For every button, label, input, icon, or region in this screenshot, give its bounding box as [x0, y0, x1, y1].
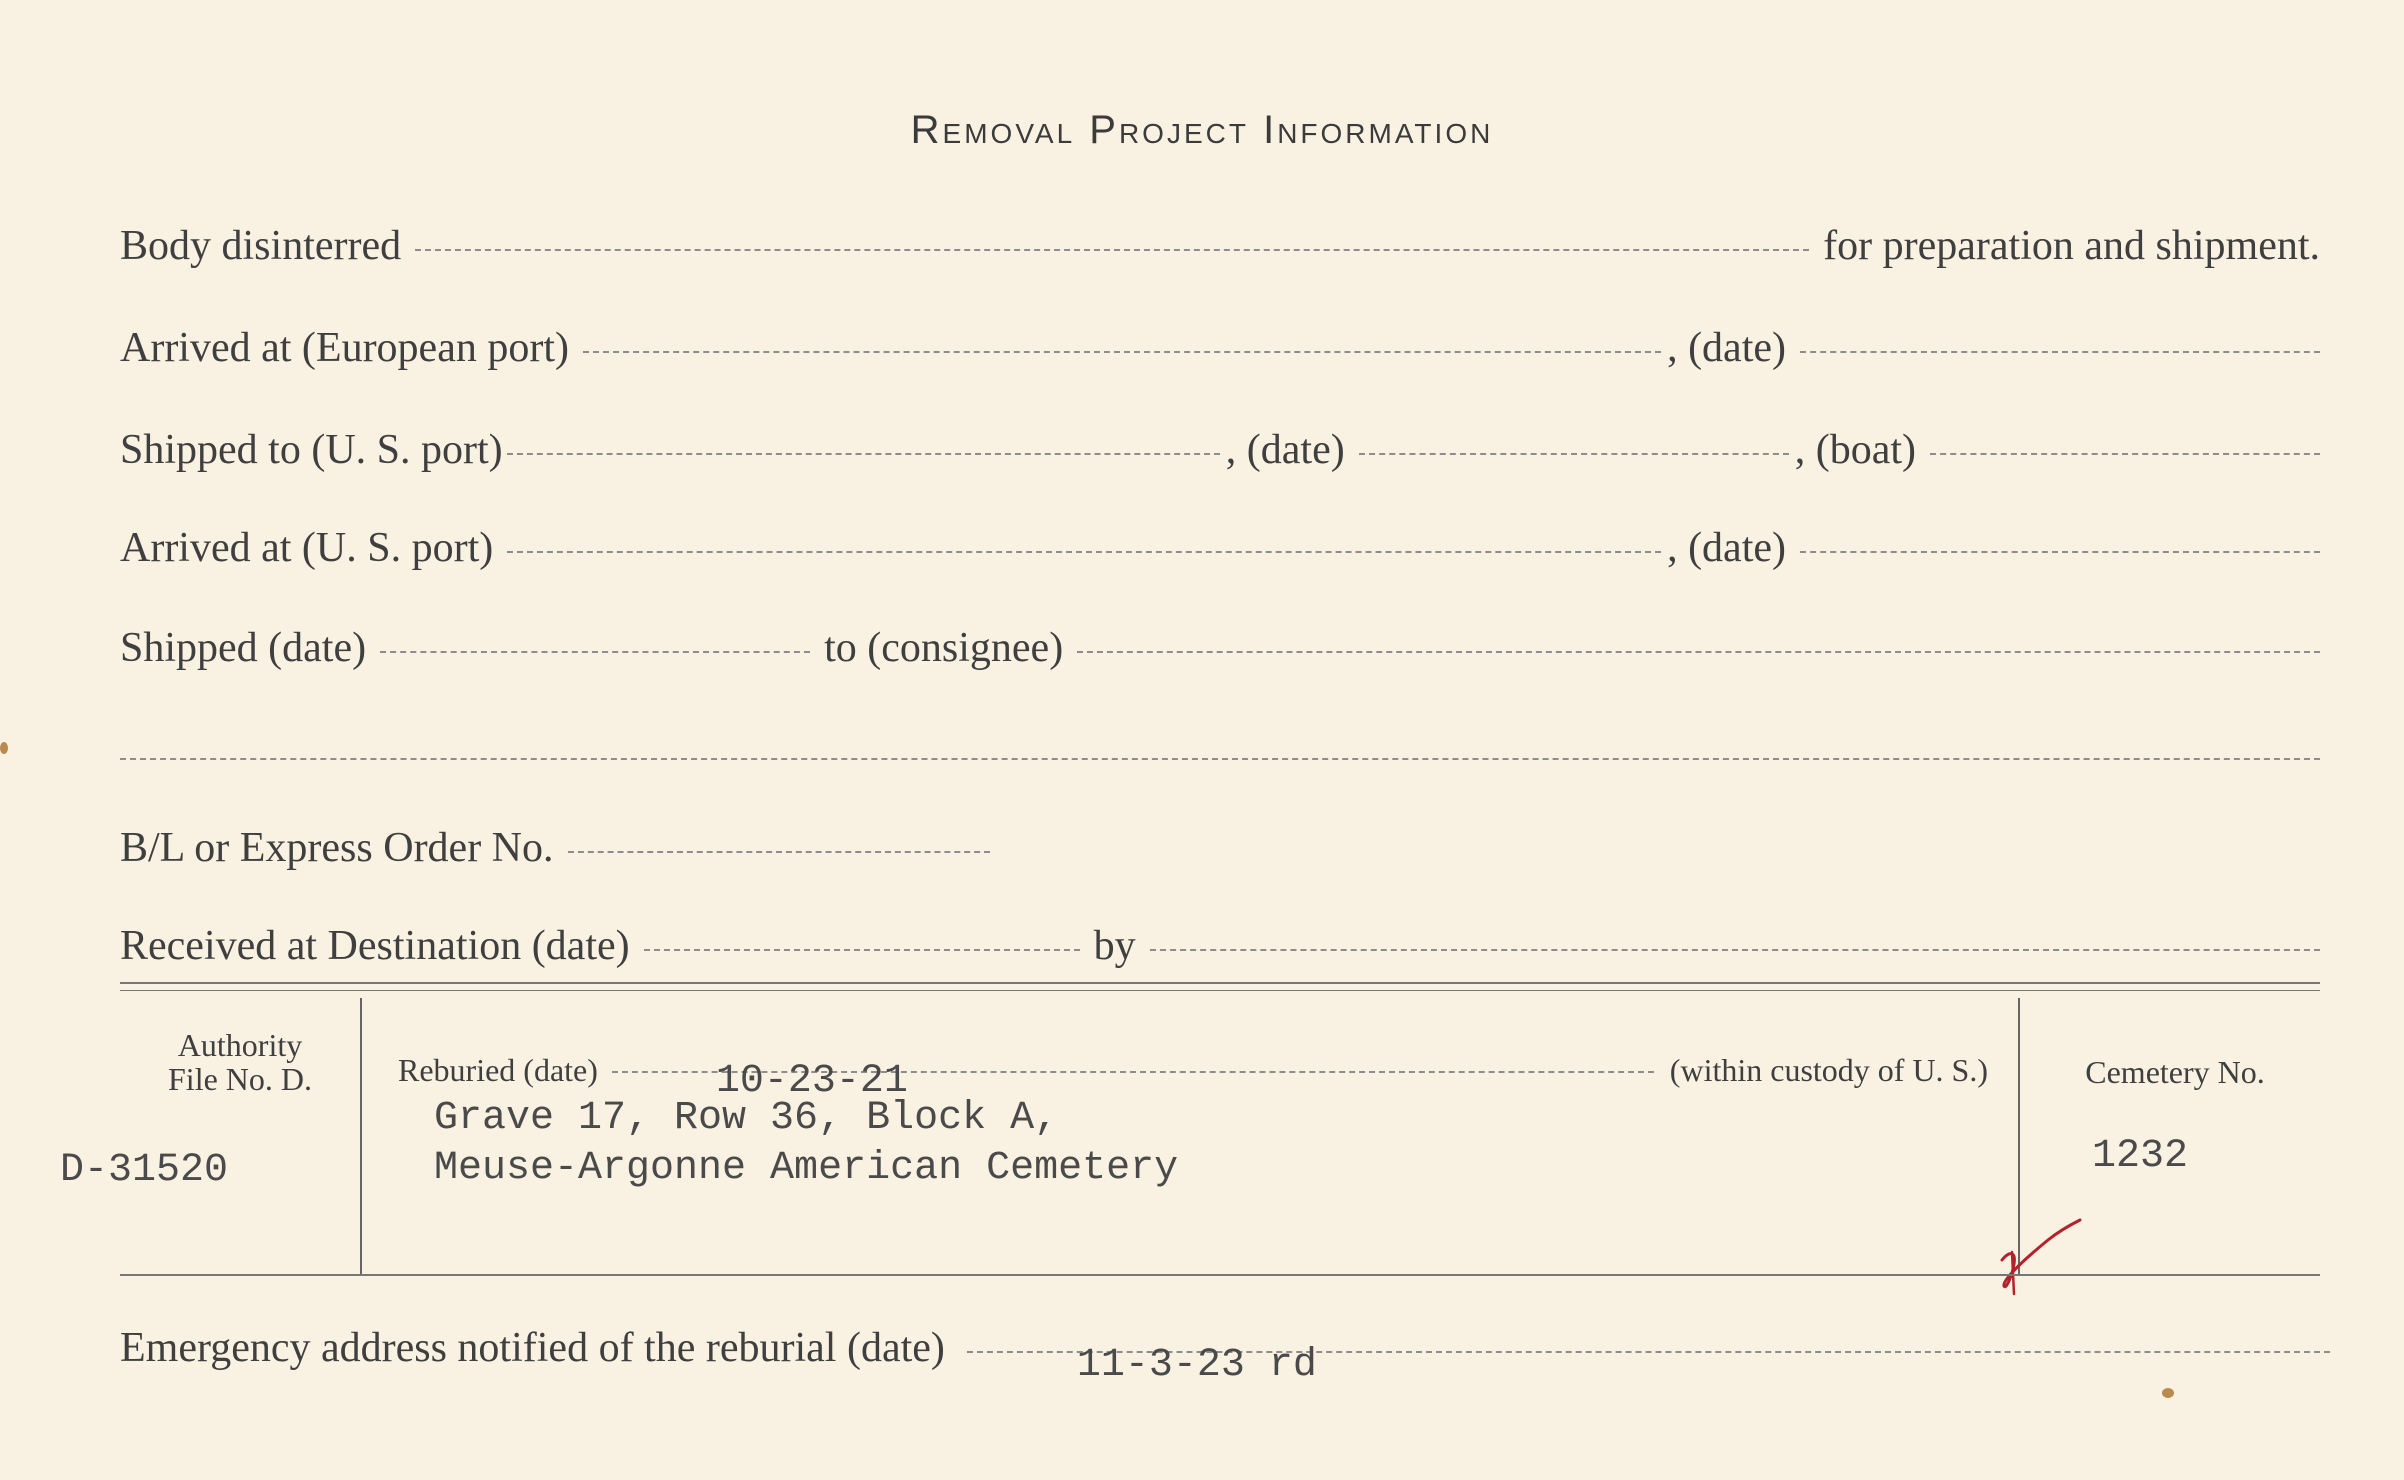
- received-by-label: by: [1093, 923, 1136, 969]
- preparation-shipment-label: for preparation and shipment.: [1823, 223, 2320, 269]
- arrived-europe-label: Arrived at (European port): [120, 325, 569, 371]
- arrived-us-label: Arrived at (U. S. port): [120, 525, 494, 571]
- shipped-us-date-label: , (date): [1225, 427, 1345, 473]
- emergency-date-value: 11-3-23 rd: [1076, 1343, 1317, 1388]
- shipped-us-row: [120, 426, 2320, 474]
- arrived-us-date-label: , (date): [1667, 525, 1786, 571]
- cemetery-number: 1232: [2091, 1134, 2188, 1179]
- shipped-us-label: Shipped to (U. S. port): [120, 427, 503, 473]
- consignee-label: to (consignee): [824, 625, 1064, 671]
- shipped-date-field[interactable]: [380, 651, 810, 653]
- received-label: Received at Destination (date): [120, 923, 630, 969]
- shipped-us-date-field[interactable]: [1359, 453, 1789, 455]
- custody-label: (within custody of U. S.): [1669, 1052, 1988, 1088]
- bl-order-row: [120, 824, 990, 872]
- authority-label-line2: File No. D.: [168, 1061, 312, 1097]
- red-check-mark: [1996, 1216, 2084, 1296]
- reburial-location-line1: Grave 17, Row 36, Block A,: [434, 1096, 1059, 1141]
- paper-stain: [0, 742, 8, 754]
- bl-order-field[interactable]: [568, 851, 990, 853]
- body-disinterred-row: [120, 222, 2320, 270]
- box-bottom-rule: [120, 1274, 2320, 1276]
- emergency-row: [120, 1324, 2330, 1388]
- authority-divider: [360, 998, 362, 1274]
- body-disinterred-label: Body disinterred: [120, 223, 402, 269]
- us-port-field[interactable]: [507, 453, 1220, 455]
- emergency-label: Emergency address notified of the reburial (date): [120, 1325, 945, 1371]
- received-date-field[interactable]: [644, 949, 1080, 951]
- reburial-location: [434, 1094, 1178, 1194]
- consignee-continuation-field[interactable]: [120, 758, 2320, 760]
- consignee-field[interactable]: [1077, 651, 2320, 653]
- body-disinterred-field[interactable]: [415, 249, 1809, 251]
- reburied-row: [398, 1052, 1988, 1104]
- arrived-europe-date-field[interactable]: [1800, 351, 2320, 353]
- paper-stain: [2162, 1388, 2174, 1398]
- box-top-rule-inner: [120, 990, 2320, 991]
- authority-label-line1: Authority: [177, 1027, 303, 1063]
- shipped-date-label: Shipped (date): [120, 625, 367, 671]
- arrived-us-row: [120, 524, 2320, 572]
- arrived-europe-row: [120, 324, 2320, 372]
- reburied-label: Reburied (date): [398, 1052, 598, 1088]
- box-top-rule: [120, 982, 2320, 984]
- received-by-field[interactable]: [1150, 949, 2320, 951]
- received-row: [120, 922, 2320, 970]
- cemetery-label: Cemetery No.: [2085, 1054, 2265, 1090]
- emergency-date-field[interactable]: [967, 1343, 2330, 1388]
- consignee-continuation-row: [120, 720, 2320, 764]
- arrived-us-date-field[interactable]: [1800, 551, 2320, 553]
- authority-file-value: D-31520: [60, 1148, 229, 1193]
- shipped-date-row: [120, 624, 2320, 672]
- authority-label: [120, 1028, 360, 1096]
- reburied-date-value: 10-23-21: [715, 1059, 908, 1104]
- arrived-us-port-field[interactable]: [507, 551, 1661, 553]
- european-port-field[interactable]: [583, 351, 1661, 353]
- bl-order-label: B/L or Express Order No.: [120, 825, 554, 871]
- boat-field[interactable]: [1930, 453, 2320, 455]
- reburial-location-line2: Meuse-Argonne American Cemetery: [434, 1146, 1179, 1191]
- reburied-date-field[interactable]: [612, 1059, 1654, 1104]
- arrived-europe-date-label: , (date): [1667, 325, 1786, 371]
- boat-label: , (boat): [1794, 427, 1916, 473]
- document-title: Removal Project Information: [910, 108, 1494, 152]
